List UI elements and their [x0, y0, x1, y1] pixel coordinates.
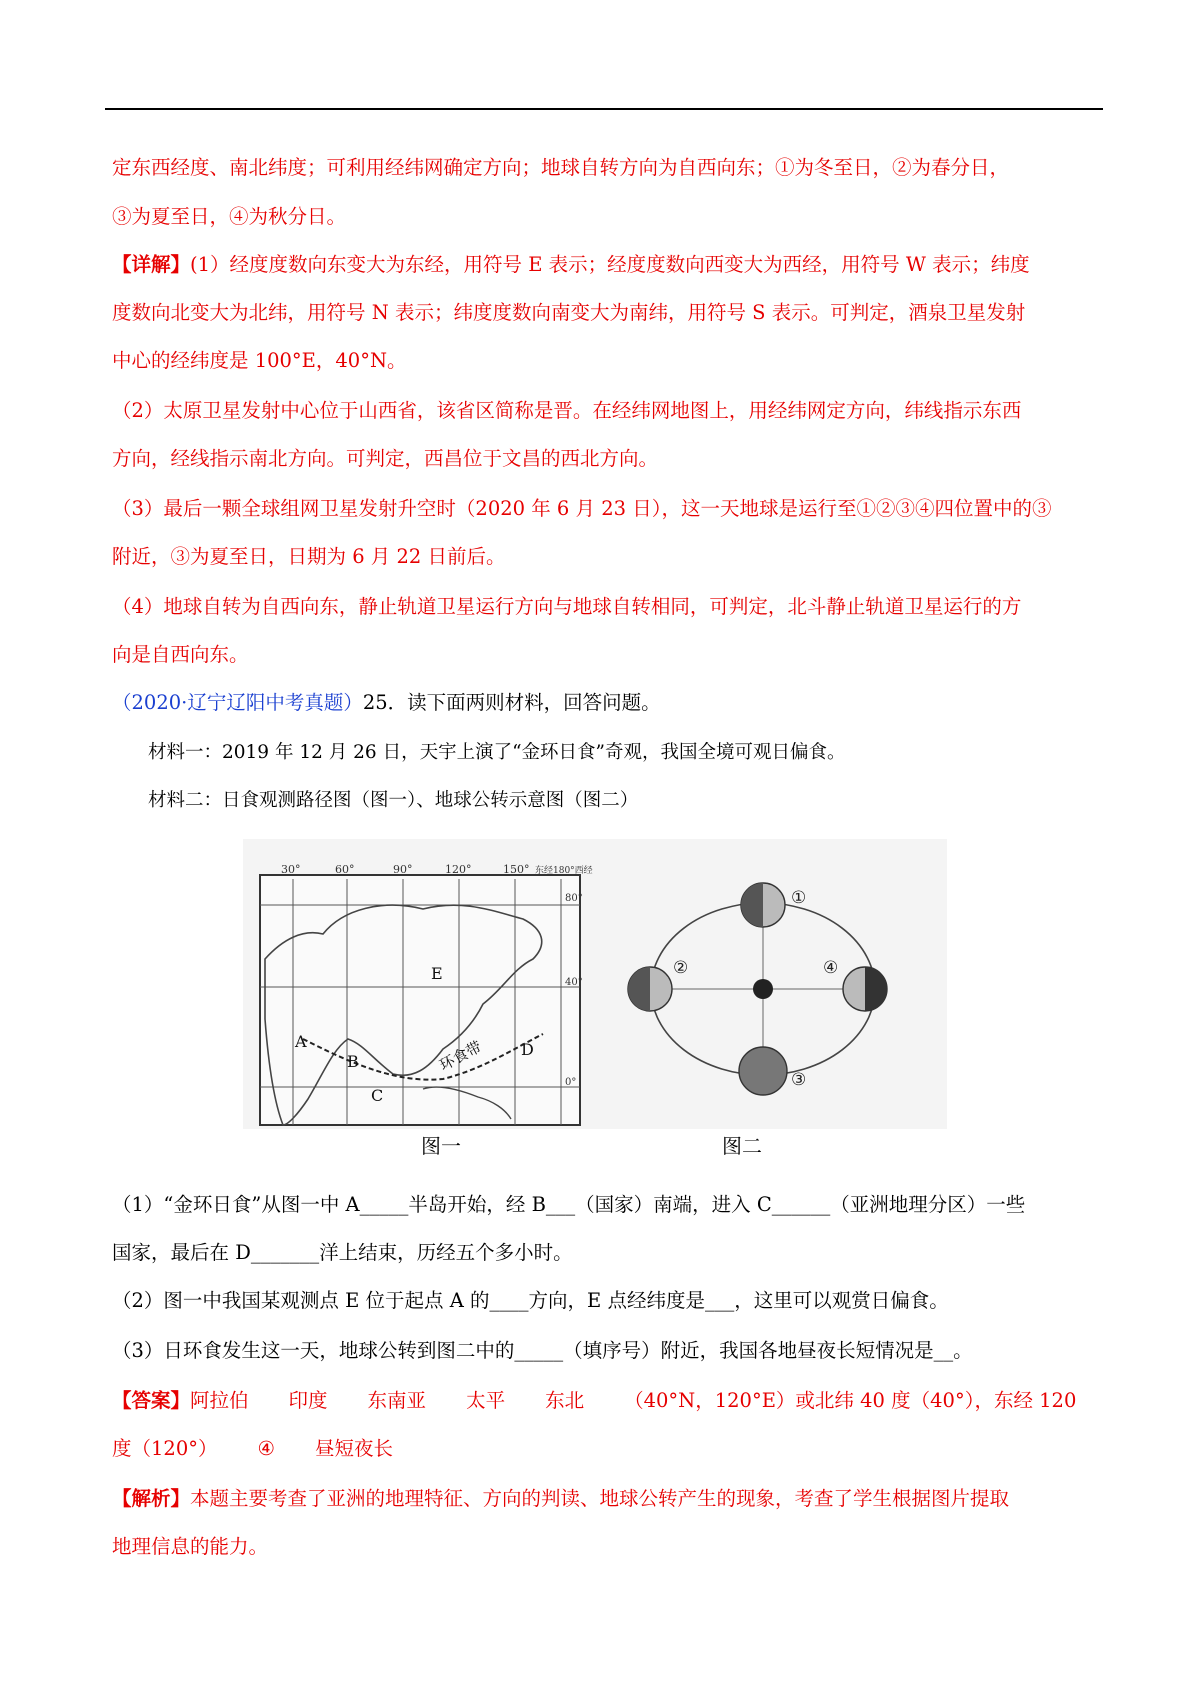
answer-line1	[112, 1376, 1102, 1425]
detail-p3-line2: 附近，③为夏至日，日期为 6 月 22 日前后。	[112, 545, 506, 568]
figure2-caption: 图二	[722, 1134, 762, 1158]
material-1: 材料一：2019 年 12 月 26 日，天宇上演了“金环日食”奇观，我国全境可观日偏食。	[148, 742, 846, 763]
question-source: （2020·辽宁辽阳中考真题）	[112, 691, 363, 714]
header-rule	[105, 108, 1103, 110]
point-a: A	[295, 1032, 307, 1051]
point-c: C	[371, 1086, 384, 1105]
figures	[243, 839, 947, 1129]
position-label-4: ④	[823, 958, 839, 978]
answer-item-5: 东北	[545, 1389, 585, 1412]
lon-label-60: 60°	[335, 863, 355, 876]
lat-label-40: 40°	[565, 977, 583, 988]
lon-label-180: 东经180°西经	[535, 866, 593, 876]
band-label: 环食带	[436, 1037, 485, 1075]
position-label-3: ③	[791, 1070, 807, 1090]
position-label-2: ②	[673, 958, 689, 978]
q1-line1: （1）“金环日食”从图一中 A_____半岛开始，经 B___（国家）南端，进入 C______（亚洲地理分区）一些	[112, 1193, 1026, 1216]
answer-line2	[112, 1424, 1102, 1473]
detail-p1-line3: 中心的经纬度是 100°E，40°N。	[112, 349, 407, 372]
lon-label-120: 120°	[445, 863, 472, 876]
detail-p4-line2: 向是自西向东。	[112, 643, 249, 666]
detail-p2-line1: （2）太原卫星发射中心位于山西省，该省区简称是晋。在经纬网地图上，用经纬网定方向，纬线指示东西	[112, 399, 1022, 422]
answer-tag: 【答案】	[112, 1389, 191, 1412]
answer-item-2: 印度	[288, 1389, 328, 1412]
question-stem: 25．读下面两则材料，回答问题。	[362, 691, 661, 714]
detail-p1-line1: 【详解】(1）经度度数向东变大为东经，用符号 E 表示；经度度数向西变大为西经，用符号 W 表示；纬度	[112, 253, 1030, 276]
lon-label-30: 30°	[281, 863, 301, 876]
answer-item-8: 昼短夜长	[314, 1437, 393, 1460]
position-label-1: ①	[791, 888, 807, 908]
question-header	[112, 678, 1102, 727]
q2-line: （2）图一中我国某观测点 E 位于起点 A 的____方向，E 点经纬度是___，这里可以观赏日偏食。	[112, 1289, 949, 1312]
answer-item-6: （40°N，120°E）或北纬 40 度（40°），东经 120	[624, 1389, 1077, 1412]
answer-item-4: 太平	[466, 1389, 506, 1412]
lat-label-80: 80°	[565, 893, 583, 904]
lat-label-0: 0°	[565, 1077, 577, 1088]
detail-p2-line2: 方向，经线指示南北方向。可判定，西昌位于文昌的西北方向。	[112, 447, 659, 470]
point-e: E	[431, 964, 443, 983]
point-d: D	[521, 1040, 534, 1059]
intro-line-2: ③为夏至日，④为秋分日。	[112, 205, 347, 228]
answer-item-7: ④	[257, 1437, 275, 1460]
detail-p1-line2: 度数向北变大为北纬，用符号 N 表示；纬度度数向南变大为南纬，用符号 S 表示。可判定，酒泉卫星发射	[112, 301, 1026, 324]
detail-p3-line1: （3）最后一颗全球组网卫星发射升空时（2020 年 6 月 23 日），这一天地球是运行至①②③④四位置中的③	[112, 497, 1052, 520]
point-b: B	[347, 1052, 359, 1071]
analysis-tag: 【解析】	[112, 1487, 191, 1510]
figure1-caption: 图一	[421, 1134, 461, 1158]
analysis-line1: 【解析】本题主要考查了亚洲的地理特征、方向的判读、地球公转产生的现象，考查了学生根据图片提取	[112, 1487, 1010, 1510]
detail-tag: 【详解】	[112, 253, 191, 276]
answer-item-3: 东南亚	[367, 1389, 427, 1412]
answer-item-6-cont: 度（120°）	[112, 1437, 218, 1460]
q1-line2: 国家，最后在 D_______洋上结束，历经五个多小时。	[112, 1241, 573, 1264]
lon-label-150: 150°	[503, 863, 530, 876]
analysis-line2: 地理信息的能力。	[112, 1535, 269, 1558]
answer-item-1: 阿拉伯	[190, 1389, 249, 1412]
intro-line-1: 定东西经度、南北纬度；可利用经纬网确定方向；地球自转方向为自西向东；①为冬至日，②为春分日，	[112, 156, 1010, 179]
q3-line: （3）日环食发生这一天，地球公转到图二中的_____（填序号）附近，我国各地昼夜长短情况是__。	[112, 1339, 973, 1362]
figure-image	[243, 839, 947, 1129]
figure1-map	[260, 863, 593, 1125]
sun-icon	[753, 979, 773, 999]
material-2: 材料二：日食观测路径图（图一）、地球公转示意图（图二）	[148, 790, 639, 811]
detail-p4-line1: （4）地球自转为自西向东，静止轨道卫星运行方向与地球自转相同，可判定，北斗静止轨道卫星运行的方	[112, 595, 1022, 618]
earth-position-3	[739, 1047, 787, 1095]
lon-label-90: 90°	[393, 863, 413, 876]
